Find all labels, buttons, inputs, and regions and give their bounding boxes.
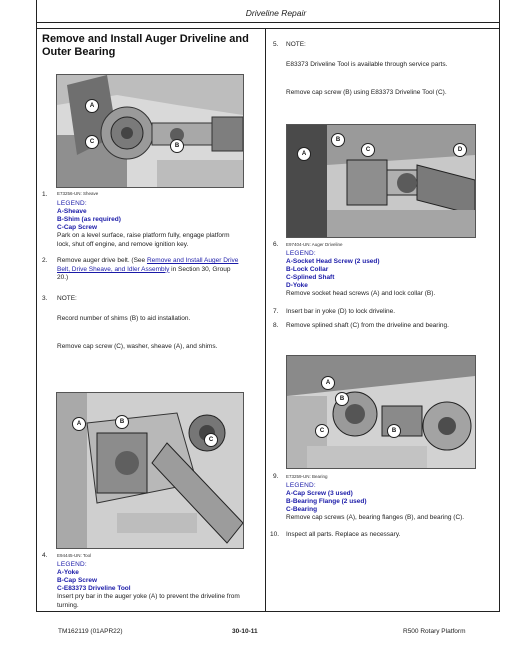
- legend-item: B-Lock Collar: [286, 266, 329, 273]
- note-label: NOTE:: [57, 295, 77, 302]
- callout-A: A: [72, 417, 86, 431]
- figure-code: E97404-UN: Auger Driveline: [286, 242, 343, 247]
- callout-B: B: [115, 415, 129, 429]
- legend-item: B-Bearing Flange (2 used): [286, 498, 367, 505]
- legend-item: A-Cap Screw (3 used): [286, 490, 353, 497]
- callout-C: C: [204, 433, 218, 447]
- top-rule: [36, 28, 500, 29]
- step-8-text: Remove splined shaft (C) from the driveline and bearing.: [286, 322, 449, 329]
- callout-B: B: [170, 139, 184, 153]
- step-10-text: Inspect all parts. Replace as necessary.: [286, 531, 401, 538]
- footer-doc-id: TM162119 (01APR22): [58, 628, 123, 635]
- sheave-illustration: [57, 75, 243, 187]
- step-2-pre: Remove auger drive belt. (See: [57, 257, 147, 264]
- step-number: 4.: [42, 552, 48, 559]
- legend-title: LEGEND:: [57, 200, 87, 207]
- figure-auger-driveline: [286, 124, 476, 238]
- callout-C: C: [85, 135, 99, 149]
- step-6-text: Remove socket head screws (A) and lock collar (B).: [286, 290, 436, 297]
- step-number: 6.: [273, 241, 279, 248]
- note-text: E83373 Driveline Tool is available through service parts.: [286, 61, 448, 68]
- step-7-text: Insert bar in yoke (D) to lock driveline.: [286, 308, 396, 315]
- step-1-text: Park on a level surface, raise platform fully, engage platform lock, shut off engine, and remove ignition key.: [57, 232, 230, 248]
- legend-title: LEGEND:: [286, 250, 316, 257]
- step-9-text: Remove cap screws (A), bearing flanges (B), and bearing (C).: [286, 514, 465, 521]
- step-2-text: [57, 257, 243, 283]
- page-border-right: [499, 0, 500, 28]
- callout-A: A: [297, 147, 311, 161]
- step-number: 2.: [42, 257, 48, 264]
- step-number: 7.: [273, 308, 279, 315]
- step-number: 5.: [273, 41, 279, 48]
- legend-item: A-Yoke: [57, 569, 79, 576]
- callout-A: A: [85, 99, 99, 113]
- cross-reference-link[interactable]: Remove and Install Auger Drive Belt, Drive Sheave, and Idler Assembly: [57, 257, 239, 273]
- page-border-left: [36, 0, 37, 28]
- step-2-post: in Section 30, Group 20.): [57, 265, 231, 281]
- page-title: Remove and Install Auger Driveline and Outer Bearing: [42, 33, 249, 58]
- footer-product: R500 Rotary Platform: [403, 628, 466, 635]
- figure-tool: [56, 392, 244, 549]
- legend-item: A-Sheave: [57, 208, 87, 215]
- bearing-illustration: [287, 356, 475, 468]
- legend-item: B-Shim (as required): [57, 216, 121, 223]
- step-number: 1.: [42, 191, 48, 198]
- callout-B2: B: [387, 424, 401, 438]
- footer-rule: [36, 611, 500, 612]
- step-4-text: Insert pry bar in the auger yoke (A) to prevent the driveline from turning.: [57, 593, 240, 609]
- legend-item: B-Cap Screw: [57, 577, 98, 584]
- footer-page-number: 30-10-11: [232, 628, 258, 635]
- figure-sheave: [56, 74, 244, 188]
- callout-C: C: [315, 424, 329, 438]
- note-text: Record number of shims (B) to aid installation.: [57, 315, 191, 322]
- callout-D: D: [453, 143, 467, 157]
- figure-code: E94445-UN: Tool: [57, 553, 92, 558]
- step-number: 9.: [273, 473, 279, 480]
- header-rule: [36, 22, 500, 23]
- driveline-illustration: [287, 125, 475, 237]
- callout-A: A: [321, 376, 335, 390]
- callout-C: C: [361, 143, 375, 157]
- remove-paragraph: Remove cap screw (C), washer, sheave (A), and shims.: [57, 343, 218, 350]
- remove-cap-paragraph: Remove cap screw (B) using E83373 Driveline Tool (C).: [286, 89, 447, 96]
- section-header: Driveline Repair: [245, 8, 307, 18]
- tool-illustration: [57, 393, 243, 548]
- legend-item: A-Socket Head Screw (2 used): [286, 258, 380, 265]
- legend-item: D-Yoke: [286, 282, 308, 289]
- legend-item: C-Splined Shaft: [286, 274, 335, 281]
- callout-B: B: [331, 133, 345, 147]
- callout-B: B: [335, 392, 349, 406]
- legend-item: C-Cap Screw: [57, 224, 98, 231]
- step-number: 10.: [270, 531, 280, 538]
- legend-title: LEGEND:: [57, 561, 87, 568]
- figure-bearing: [286, 355, 476, 469]
- figure-code: E73259-UN: Bearing: [286, 474, 328, 479]
- step-number: 8.: [273, 322, 279, 329]
- legend-item: C-Bearing: [286, 506, 318, 513]
- column-divider: [265, 28, 266, 611]
- note-label: NOTE:: [286, 41, 306, 48]
- frame-right: [499, 28, 500, 611]
- legend-item: C-E83373 Driveline Tool: [57, 585, 131, 592]
- frame-left: [36, 28, 37, 611]
- legend-title: LEGEND:: [286, 482, 316, 489]
- step-number: 3.: [42, 295, 48, 302]
- figure-code: E73256-UN: Sheave: [57, 191, 99, 196]
